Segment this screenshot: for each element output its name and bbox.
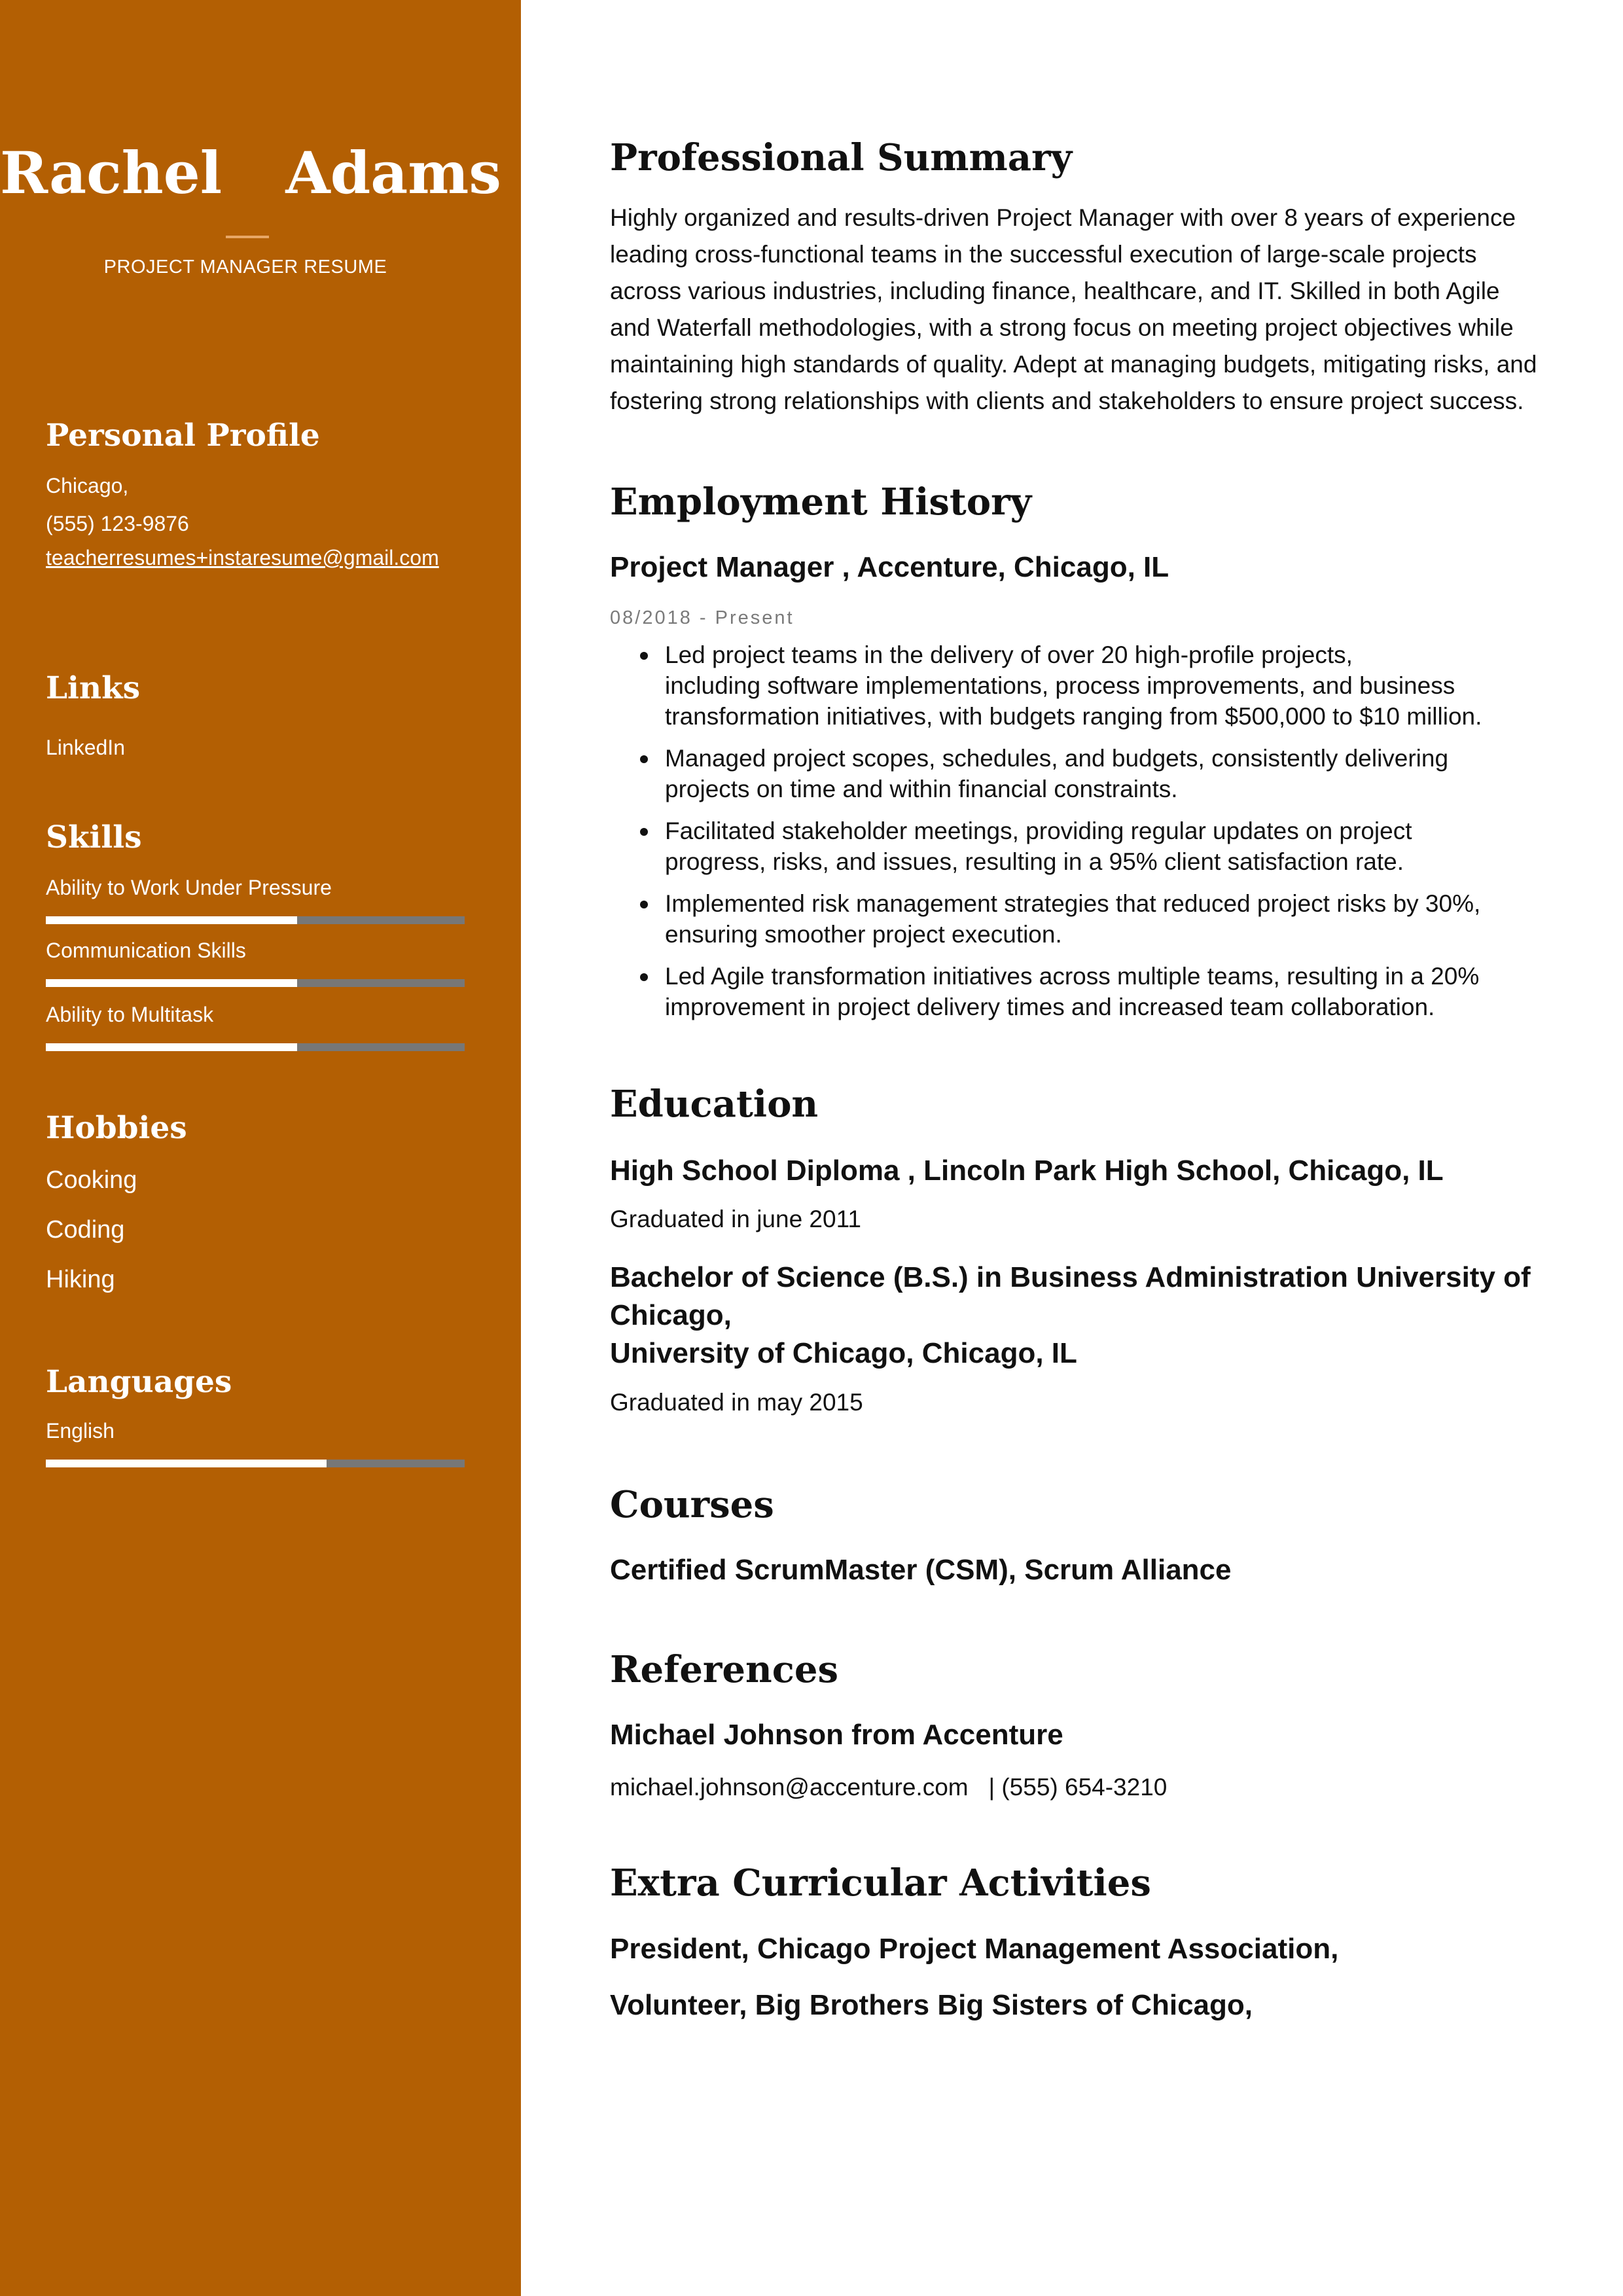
sidebar bbox=[0, 0, 521, 2296]
summary-line: fostering strong relationships with clients and stakeholders to ensure project success. bbox=[610, 387, 1524, 414]
summary-line: maintaining high standards of quality. Adept at managing budgets, mitigating risks, and bbox=[610, 351, 1537, 378]
bullet-dot bbox=[640, 828, 648, 836]
education-heading: Education bbox=[610, 1083, 819, 1126]
bullet-line: including software implementations, process improvements, and business bbox=[665, 672, 1455, 699]
skill-name: Communication Skills bbox=[46, 939, 246, 962]
skill-level-bar bbox=[46, 916, 465, 924]
education-title: Chicago, bbox=[610, 1299, 732, 1331]
summary-text bbox=[610, 200, 1539, 420]
hobbies-heading: Hobbies bbox=[46, 1110, 187, 1146]
skill-level-bar bbox=[46, 979, 465, 987]
language-level-bar bbox=[46, 1460, 465, 1467]
bullet-line: Led Agile transformation initiatives across multiple teams, resulting in a 20% bbox=[665, 963, 1480, 990]
summary-heading: Professional Summary bbox=[610, 136, 1073, 179]
reference-name: Michael Johnson from Accenture bbox=[610, 1719, 1063, 1751]
employment-heading: Employment History bbox=[610, 480, 1032, 524]
job-bullet bbox=[640, 639, 1482, 732]
job-bullet bbox=[640, 743, 1448, 804]
courses-heading: Courses bbox=[610, 1483, 774, 1526]
education-title: University of Chicago, Chicago, IL bbox=[610, 1337, 1077, 1369]
course-item: Certified ScrumMaster (CSM), Scrum Alliance bbox=[610, 1554, 1232, 1586]
bullet-line: Managed project scopes, schedules, and budgets, consistently delivering bbox=[665, 745, 1449, 772]
job-dates: 08/2018 - Present bbox=[610, 607, 794, 628]
education-title: High School Diploma , Lincoln Park High School, Chicago, IL bbox=[610, 1155, 1444, 1187]
links-heading: Links bbox=[46, 670, 141, 706]
language-level-fill bbox=[46, 1460, 327, 1467]
extra-heading: Extra Curricular Activities bbox=[610, 1861, 1151, 1905]
profile-phone: (555) 123-9876 bbox=[46, 512, 189, 535]
bullet-line: progress, risks, and issues, resulting in a 95% client satisfaction rate. bbox=[665, 848, 1404, 875]
skill-level-fill bbox=[46, 1043, 297, 1051]
job-bullet bbox=[640, 816, 1412, 877]
hobby-item: Hiking bbox=[46, 1266, 115, 1293]
name-divider bbox=[226, 236, 269, 238]
job-bullet bbox=[640, 888, 1480, 950]
resume-subtitle: PROJECT MANAGER RESUME bbox=[103, 257, 387, 278]
bullet-line: Implemented risk management strategies that reduced project risks by 30%, bbox=[665, 890, 1481, 917]
candidate-name: Rachel Adams bbox=[0, 139, 501, 207]
skill-level-bar bbox=[46, 1043, 465, 1051]
bullet-line: Facilitated stakeholder meetings, providing regular updates on project bbox=[665, 817, 1412, 844]
activity-item: President, Chicago Project Management Association, bbox=[610, 1933, 1339, 1965]
summary-line: across various industries, including finance, healthcare, and IT. Skilled in both Agile bbox=[610, 278, 1500, 304]
education-title: Bachelor of Science (B.S.) in Business Administration University of bbox=[610, 1261, 1531, 1293]
linkedin-link[interactable]: LinkedIn bbox=[46, 736, 125, 759]
summary-line: leading cross-functional teams in the successful execution of large-scale projects bbox=[610, 241, 1477, 268]
bullet-dot bbox=[640, 973, 648, 981]
reference-contact: michael.johnson@accenture.com | (555) 654-3210 bbox=[610, 1774, 1168, 1801]
skills-heading: Skills bbox=[46, 819, 142, 855]
skill-level-fill bbox=[46, 979, 297, 987]
bullet-line: transformation initiatives, with budgets ranging from $500,000 to $10 million. bbox=[665, 703, 1482, 730]
hobby-item: Coding bbox=[46, 1216, 125, 1244]
bullet-line: ensuring smoother project execution. bbox=[665, 921, 1062, 948]
languages-heading: Languages bbox=[46, 1364, 232, 1400]
bullet-dot bbox=[640, 755, 648, 763]
language-name: English bbox=[46, 1419, 115, 1443]
summary-line: Highly organized and results-driven Project Manager with over 8 years of experience bbox=[610, 204, 1516, 231]
bullet-dot bbox=[640, 652, 648, 660]
skill-name: Ability to Multitask bbox=[46, 1003, 214, 1026]
bullet-dot bbox=[640, 901, 648, 908]
education-note: Graduated in june 2011 bbox=[610, 1206, 862, 1232]
bullet-line: improvement in project delivery times and increased team collaboration. bbox=[665, 994, 1435, 1020]
profile-heading: Personal Profile bbox=[46, 418, 320, 454]
hobby-item: Cooking bbox=[46, 1166, 137, 1194]
summary-line: and Waterfall methodologies, with a strong focus on meeting project objectives while bbox=[610, 314, 1514, 341]
job-bullet bbox=[640, 961, 1479, 1022]
skill-name: Ability to Work Under Pressure bbox=[46, 876, 332, 899]
profile-city: Chicago, bbox=[46, 474, 129, 497]
bullet-line: projects on time and within financial constraints. bbox=[665, 776, 1178, 802]
profile-email-link[interactable]: teacherresumes+instaresume@gmail.com bbox=[46, 546, 439, 569]
skill-level-fill bbox=[46, 916, 297, 924]
activity-item: Volunteer, Big Brothers Big Sisters of Chicago, bbox=[610, 1989, 1253, 2021]
education-note: Graduated in may 2015 bbox=[610, 1389, 863, 1416]
bullet-line: Led project teams in the delivery of over 20 high-profile projects, bbox=[665, 641, 1353, 668]
job-title: Project Manager , Accenture, Chicago, IL bbox=[610, 551, 1169, 583]
references-heading: References bbox=[610, 1648, 838, 1691]
